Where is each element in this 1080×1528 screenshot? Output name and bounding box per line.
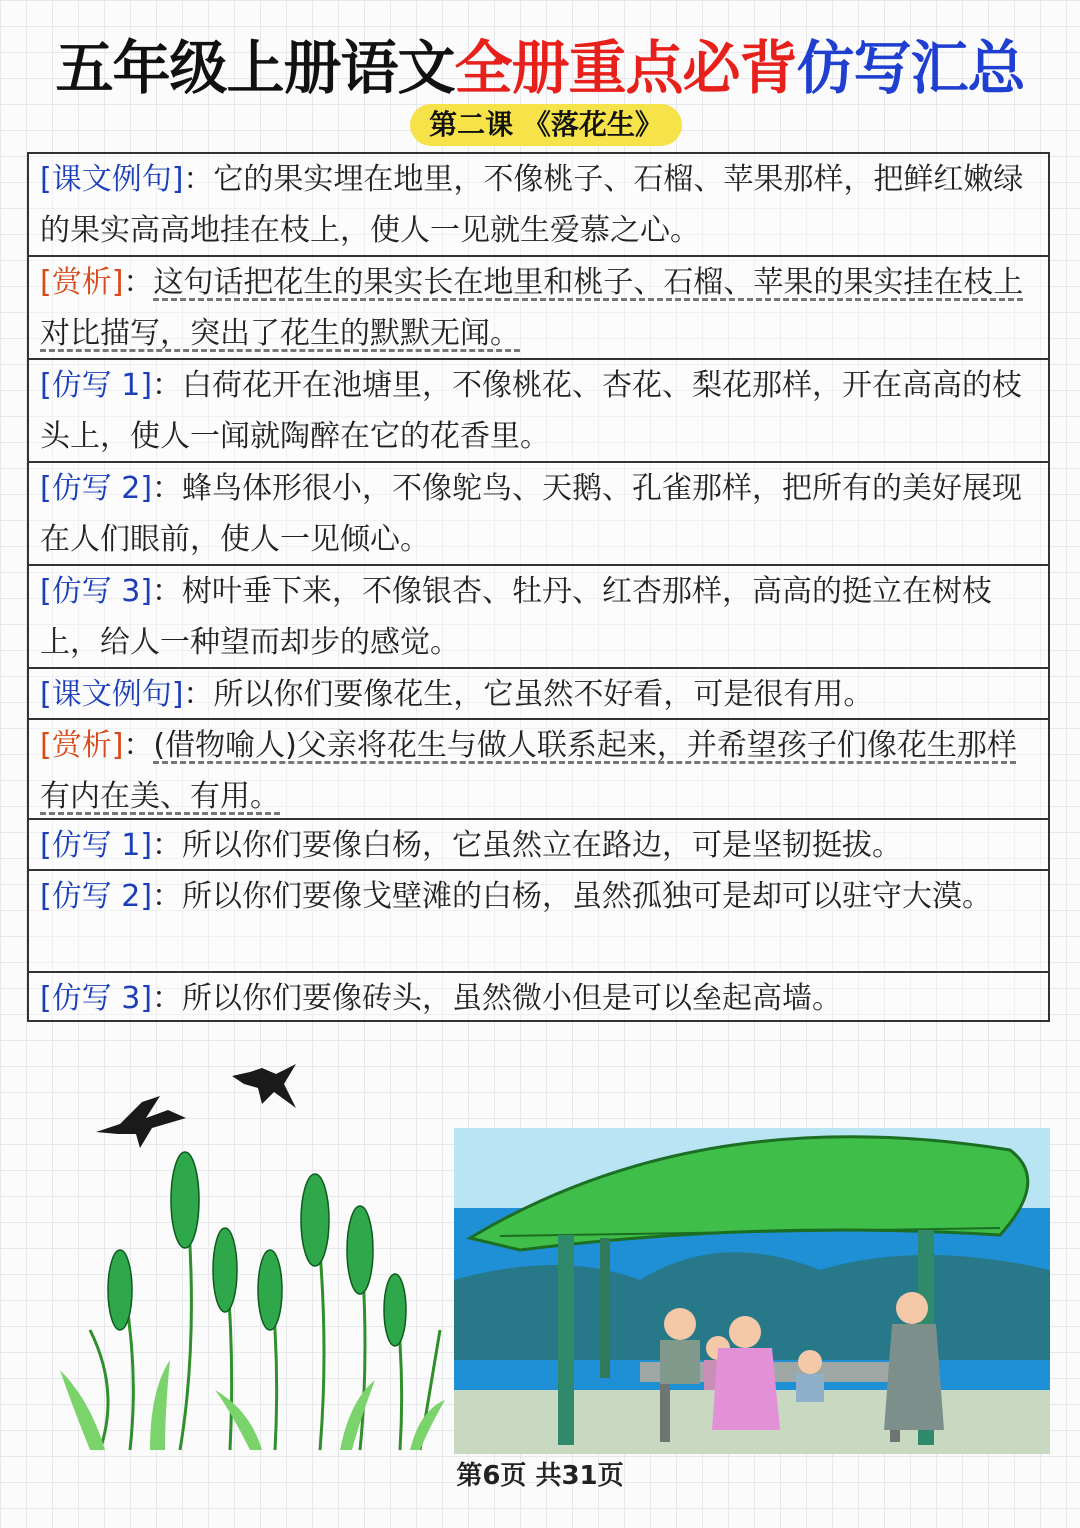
row-colon: ： bbox=[152, 879, 183, 914]
row-tag: [仿写 3] bbox=[40, 981, 153, 1016]
row-colon: ： bbox=[123, 265, 154, 300]
row-colon: ： bbox=[152, 368, 183, 403]
lesson-badge: 第二课 《落花生》 bbox=[410, 104, 682, 146]
row-text: 所以你们要像白杨，它虽然立在路边，可是坚韧挺拔。 bbox=[182, 828, 903, 863]
row-text: 这句话把花生的果实长在地里和桃子、石榴、苹果的果实挂在枝上对比描写，突出了花生的默默无闻。 bbox=[40, 265, 1024, 351]
table-row bbox=[29, 360, 1048, 463]
table-row bbox=[29, 720, 1048, 820]
row-tag: [仿写 2] bbox=[40, 879, 153, 914]
row-text: 所以你们要像花生，它虽然不好看，可是很有用。 bbox=[213, 677, 874, 712]
page-number: 第6页 共31页 bbox=[456, 1461, 624, 1491]
row-text: 蜂鸟体形很小，不像鸵鸟、天鹅、孔雀那样，把所有的美好展现在人们眼前，使人一见倾心。 bbox=[40, 471, 1023, 557]
row-tag: [仿写 1] bbox=[40, 828, 153, 863]
page-title bbox=[0, 26, 1080, 110]
row-colon: ： bbox=[152, 828, 183, 863]
table-row bbox=[29, 871, 1048, 973]
row-tag: [仿写 2] bbox=[40, 471, 153, 506]
row-text: 所以你们要像戈壁滩的白杨，虽然孤独可是却可以驻守大漠。 bbox=[182, 879, 993, 914]
row-text: 所以你们要像砖头，虽然微小但是可以垒起高墙。 bbox=[182, 981, 843, 1016]
table-row bbox=[29, 973, 1048, 1020]
row-tag: [赏析] bbox=[40, 265, 124, 300]
illustration bbox=[0, 1030, 1080, 1470]
row-tag: [赏析] bbox=[40, 728, 124, 763]
table-row bbox=[29, 154, 1048, 257]
table-row bbox=[29, 669, 1048, 720]
row-colon: ： bbox=[152, 574, 183, 609]
table-row bbox=[29, 566, 1048, 669]
title-part-black: 五年级上册语文 bbox=[55, 34, 455, 102]
pavilion-family-scene bbox=[454, 1128, 1050, 1454]
row-colon: ： bbox=[183, 162, 214, 197]
wheat-plant-icon bbox=[60, 1152, 445, 1450]
row-tag: [仿写 1] bbox=[40, 368, 153, 403]
table-row bbox=[29, 820, 1048, 871]
title-part-blue: 仿写汇总 bbox=[796, 34, 1025, 102]
swallow-bird-icon bbox=[232, 1064, 296, 1108]
row-tag: [课文例句] bbox=[40, 677, 184, 712]
row-text: (借物喻人)父亲将花生与做人联系起来，并希望孩子们像花生那样有内在美、有用。 bbox=[40, 728, 1017, 814]
table-row bbox=[29, 257, 1048, 360]
row-text: 白荷花开在池塘里，不像桃花、杏花、梨花那样，开在高高的枝头上，使人一闻就陶醉在它的花香里。 bbox=[40, 368, 1023, 454]
table-row bbox=[29, 463, 1048, 566]
row-text: 它的果实埋在地里，不像桃子、石榴、苹果那样，把鲜红嫩绿的果实高高地挂在枝上，使人一见就生爱慕之心。 bbox=[40, 162, 1024, 248]
content-table bbox=[27, 152, 1050, 1022]
swallow-bird-icon bbox=[96, 1096, 186, 1148]
row-colon: ： bbox=[152, 471, 183, 506]
row-colon: ： bbox=[123, 728, 154, 763]
row-text: 树叶垂下来，不像银杏、牡丹、红杏那样，高高的挺立在树枝上，给人一种望而却步的感觉。 bbox=[40, 574, 993, 660]
row-tag: [课文例句] bbox=[40, 162, 184, 197]
row-colon: ： bbox=[152, 981, 183, 1016]
row-tag: [仿写 3] bbox=[40, 574, 153, 609]
title-part-red: 全册重点必背 bbox=[454, 34, 797, 102]
row-colon: ： bbox=[183, 677, 214, 712]
